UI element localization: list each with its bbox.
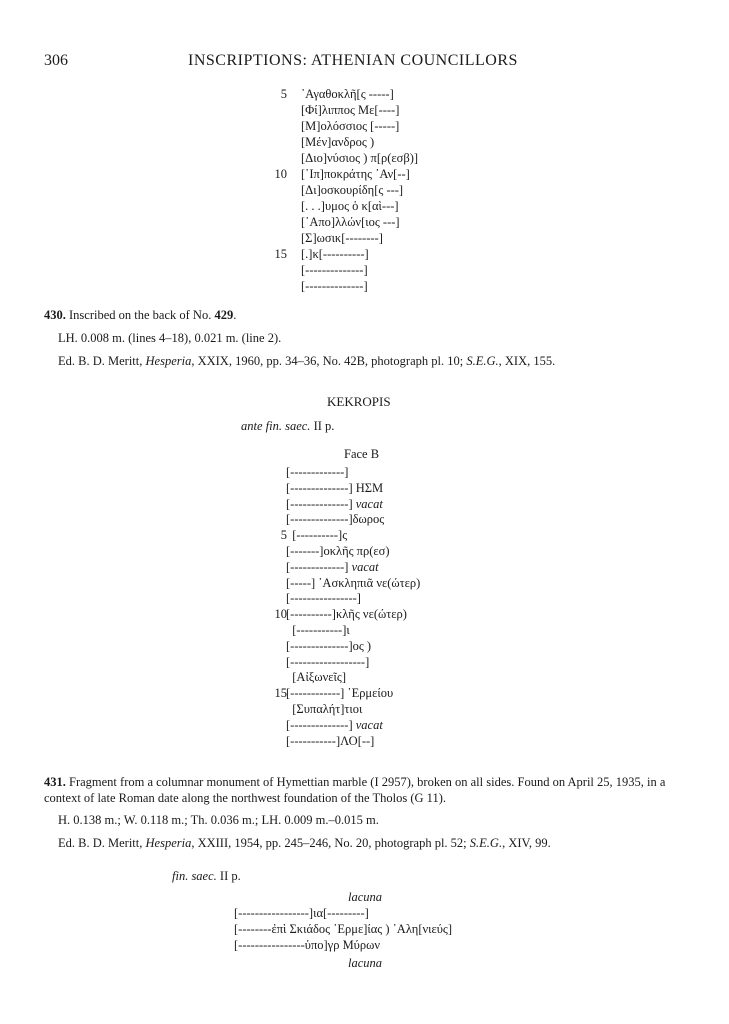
line-text: [-------------] bbox=[286, 559, 349, 574]
entry-430-heading bbox=[44, 307, 236, 323]
line-text: [--------------] bbox=[286, 717, 353, 732]
entry-title: Inscribed on the back of No. bbox=[65, 308, 215, 322]
line-text: [------------------] bbox=[286, 654, 370, 669]
inscription-line bbox=[286, 497, 383, 513]
inscription-line: [--------ἐπὶ Σκιάδος ῾Ερμε]ίας ) ᾿Αλη[νιεύς] bbox=[234, 922, 453, 936]
inscription-line: [.]κ[----------] bbox=[301, 247, 369, 261]
inscription-line bbox=[286, 623, 350, 639]
inscription-line: [᾿Απο]λλών[ιος ---] bbox=[301, 215, 400, 229]
entry-430-edition bbox=[58, 353, 555, 369]
line-number: 5 bbox=[280, 528, 287, 543]
running-title: INSCRIPTIONS: ATHENIAN COUNCILLORS bbox=[188, 52, 518, 69]
entry-number: 431. bbox=[44, 775, 66, 789]
inscription-line: [Μέν]ανδρος ) bbox=[301, 135, 375, 149]
inscription-line: [Μ]ολόσσιος [-----] bbox=[301, 119, 400, 133]
inscription-line bbox=[286, 591, 361, 607]
inscription-line bbox=[286, 670, 346, 686]
inscription-line: [Φί]λιππος Με[----] bbox=[301, 103, 400, 117]
entry-430-lh: LH. 0.008 m. (lines 4–18), 0.021 m. (line 2). bbox=[58, 331, 282, 345]
inscription-line: [--------------] bbox=[301, 263, 368, 277]
inscription-line bbox=[286, 560, 379, 576]
inscription-line: [῾Ιπ]ποκράτης ᾿Αν[--] bbox=[301, 167, 410, 181]
line-number: 10 bbox=[274, 607, 287, 622]
line-number: 5 bbox=[280, 87, 287, 101]
inscription-line bbox=[286, 734, 374, 750]
kekropis-date bbox=[241, 419, 334, 434]
ed-seg: S.E.G. bbox=[469, 836, 503, 850]
line-text: [--------------]δωρος bbox=[286, 512, 385, 527]
inscription-line bbox=[286, 702, 362, 718]
ed-journal: Hesperia bbox=[145, 836, 192, 850]
line-text: [Συπαλήτ]τιοι bbox=[286, 702, 363, 716]
line-text: [-------------] bbox=[286, 465, 349, 479]
ed-pre: Ed. B. D. Meritt, bbox=[58, 836, 146, 850]
inscription-line bbox=[286, 481, 383, 497]
line-vacat: vacat bbox=[352, 717, 383, 732]
ed-mid: , XXIII, 1954, pp. 245–246, No. 20, photograph pl. 52; bbox=[191, 836, 470, 850]
line-text: [-----------]ΛΟ[--] bbox=[286, 733, 375, 748]
inscription-line: [. . .]υμος ὁ κ[αὶ---] bbox=[301, 199, 399, 213]
line-text: [------------] ῾Ερμείου bbox=[286, 686, 394, 701]
entry-431-date bbox=[172, 869, 241, 884]
line-text: [--------------]ος ) bbox=[286, 638, 372, 653]
date-rest: II p. bbox=[310, 419, 335, 433]
entry-431-edition bbox=[58, 835, 551, 851]
line-text: [-----] ᾿Ασκληπιᾶ νε(ώτερ) bbox=[286, 575, 421, 590]
entry-title-end: . bbox=[233, 308, 237, 322]
inscription-block-kekropis bbox=[270, 465, 530, 750]
inscription-block-1 bbox=[270, 87, 530, 297]
inscription-line bbox=[286, 607, 407, 623]
inscription-line bbox=[286, 718, 383, 734]
date-italic: ante fin. saec. bbox=[241, 419, 311, 433]
inscription-line bbox=[286, 512, 384, 528]
line-vacat: vacat bbox=[348, 559, 379, 574]
page-number: 306 bbox=[44, 52, 68, 69]
line-number: 10 bbox=[274, 167, 287, 181]
line-text: [-----------]ι bbox=[286, 623, 350, 637]
line-text: [----------------] bbox=[286, 591, 361, 606]
entry-desc: Fragment from a columnar monument of Hymettian marble (I 2957), broken on all sides. Found on April 25, 1935, in a context of late Roman date along the northwest foundation of the Tholos (G 11). bbox=[44, 775, 666, 805]
inscription-line bbox=[286, 686, 393, 702]
ed-seg: S.E.G. bbox=[466, 354, 499, 368]
line-text: [-------]οκλῆς πρ(εσ) bbox=[286, 544, 390, 558]
date-rest: II p. bbox=[216, 869, 241, 883]
entry-431-description bbox=[44, 774, 704, 806]
ed-journal: Hesperia bbox=[145, 354, 192, 368]
ed-pre: Ed. B. D. Meritt, bbox=[58, 354, 146, 368]
face-label: Face B bbox=[344, 447, 380, 461]
inscription-line bbox=[286, 639, 371, 655]
date-italic: fin. saec. bbox=[172, 869, 217, 883]
section-heading-kekropis: KEKROPIS bbox=[327, 394, 391, 409]
inscription-line: [Διο]νύσιος ) π[ρ(εσβ)] bbox=[301, 151, 419, 165]
inscription-line bbox=[286, 576, 420, 592]
inscription-line: [Σ]ωσικ[--------] bbox=[301, 231, 383, 245]
inscription-line: ᾿Αγαθοκλῆ[ς -----] bbox=[301, 87, 394, 101]
line-number: 15 bbox=[274, 247, 287, 261]
inscription-line bbox=[286, 544, 390, 560]
inscription-line bbox=[286, 528, 347, 544]
inscription-line bbox=[286, 655, 369, 671]
ed-mid: , XXIX, 1960, pp. 34–36, No. 42B, photograph pl. 10; bbox=[191, 354, 467, 368]
inscription-line: [--------------] bbox=[301, 279, 368, 293]
line-vacat: vacat bbox=[352, 496, 383, 511]
ed-end: , XIX, 155. bbox=[498, 354, 556, 368]
line-number: 15 bbox=[274, 686, 287, 701]
line-text: [----------]κλῆς νε(ώτερ) bbox=[286, 607, 407, 622]
line-text: [--------------] bbox=[286, 496, 353, 511]
inscription-block-431 bbox=[234, 906, 534, 956]
entry-431-dims: H. 0.138 m.; W. 0.118 m.; Th. 0.036 m.; LH. 0.009 m.–0.015 m. bbox=[58, 813, 379, 827]
lacuna-top: lacuna bbox=[348, 890, 383, 904]
line-text: [Αἰξωνεῖς] bbox=[286, 670, 346, 685]
entry-ref: 429 bbox=[214, 308, 234, 322]
inscription-line bbox=[286, 465, 348, 481]
lacuna-bottom: lacuna bbox=[348, 956, 383, 970]
line-text: [----------]ς bbox=[286, 528, 348, 543]
inscription-line: [----------------ὑπο]γρ Μύρων bbox=[234, 938, 380, 952]
inscription-line: [-----------------]ια[---------] bbox=[234, 906, 369, 920]
ed-end: , XIV, 99. bbox=[502, 836, 551, 850]
inscription-line: [Δι]οσκουρίδη[ς ---] bbox=[301, 183, 404, 197]
line-text: [--------------] ΗΣΜ bbox=[286, 480, 384, 495]
entry-number: 430. bbox=[44, 308, 66, 322]
